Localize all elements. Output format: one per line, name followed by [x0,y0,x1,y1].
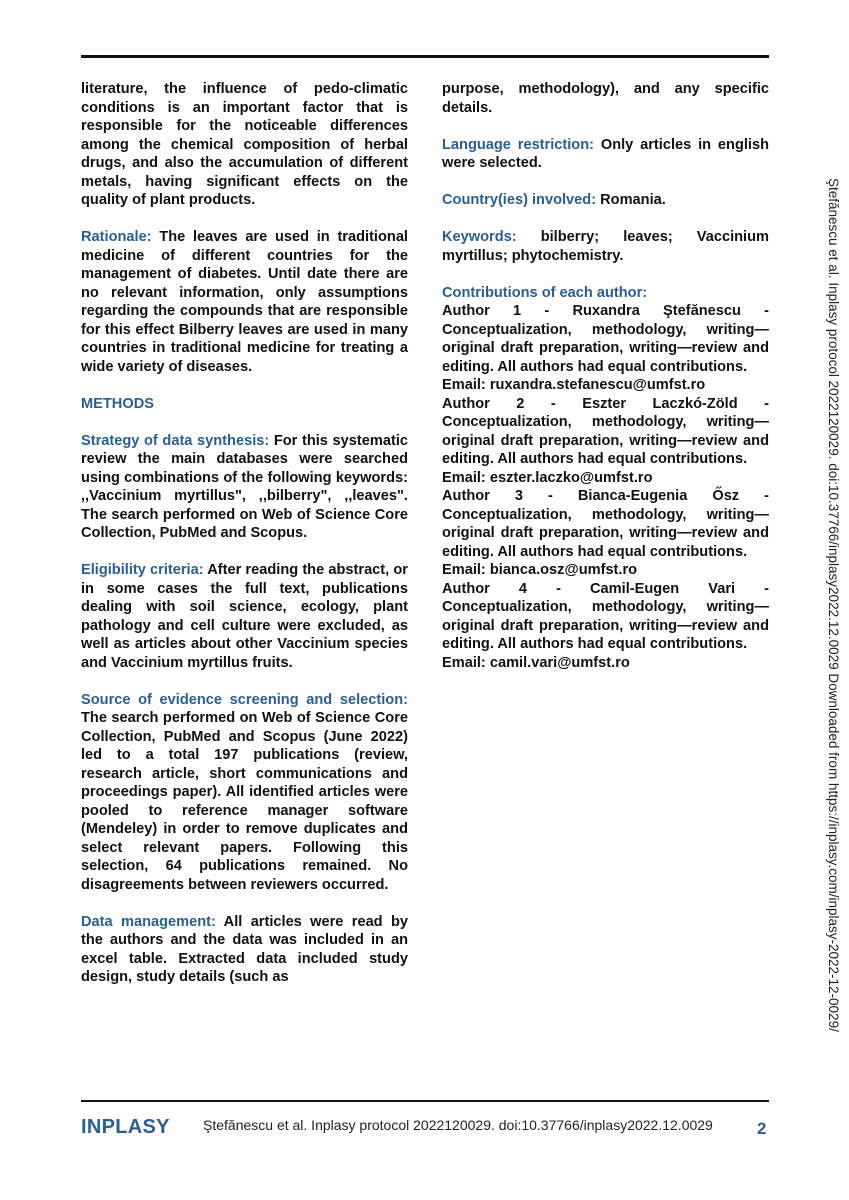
author-4-text: Author 4 - Camil-Eugen Vari - Conceptualization, methodology, writing—original draft preparation, writing—review and editing. All authors had equal contributions. [442,580,769,652]
data-management-label: Data management: [81,913,216,930]
download-side-note: Ştefănescu et al. Inplasy protocol 2022120029. doi:10.37766/inplasy2022.12.0029 Downloaded from https://inplasy.com/inplasy-2022-12-0029/ [826,178,841,1032]
source-label: Source of evidence screening and selection: [81,691,408,708]
strategy-label: Strategy of data synthesis: [81,432,270,449]
country-label: Country(ies) involved: [442,192,597,208]
author-2-text: Author 2 - Eszter Laczkó-Zöld - Conceptualization, methodology, writing—original draft preparation, writing—review and editing. All authors had equal contributions. [442,395,769,467]
page-number: 2 [757,1119,767,1138]
footer-citation: Ştefănescu et al. Inplasy protocol 2022120029. doi:10.37766/inplasy2022.12.0029 [203,1117,713,1133]
eligibility-paragraph [81,561,408,672]
footer-brand-logo: INPLASY [81,1116,170,1138]
author-4-email: Email: camil.vari@umfst.ro [442,654,630,671]
author-3-email: Email: bianca.osz@umfst.ro [442,562,638,578]
language-text: Only articles in english were selected. [442,136,769,171]
data-management-text: All articles were read by the authors and the data was included in an excel table. Extracted data included study design, study details (such as [81,913,408,985]
footer-rule [81,1100,769,1102]
continuation-paragraph: purpose, methodology), and any specific details. [442,81,769,116]
country-text: Romania. [596,192,666,208]
right-column [442,80,769,672]
data-management-paragraph [81,913,408,987]
language-label: Language restriction: [442,136,594,153]
intro-paragraph: literature, the influence of pedo-climatic conditions is an important factor that is responsible for the noticeable differences among the chemical composition of herbal drugs, and also the accumulation of different metals, having significant effects on the quality of plant products. [81,81,408,208]
author-2-email: Email: eszter.laczko@umfst.ro [442,469,653,486]
language-paragraph [442,136,769,173]
keywords-text: bilberry; leaves; Vaccinium myrtillus; phytochemistry. [442,229,769,264]
author-1-email: Email: ruxandra.stefanescu@umfst.ro [442,377,706,393]
source-text: The search performed on Web of Science Core Collection, PubMed and Scopus (June 2022) led to a total 197 publications (review, research article, short communications and proceedings paper). All identified articles were pooled to reference manager software (Mendeley) in order to remove duplicates and select relevant papers. Following this selection, 64 publications remained. No disagreements between reviewers occurred. [81,710,408,893]
eligibility-text: After reading the abstract, or in some cases the full text, publications dealing with soil science, ecology, plant pathology and cell culture were excluded, as well as articles about other Vaccinium species and Vaccinium myrtillus fruits. [81,562,408,671]
source-paragraph [81,691,408,895]
strategy-text: For this systematic review the main databases were searched using combinations of the following keywords: ,,Vaccinium myrtillus", ,,bilberry", ,,leaves". The search performed on Web of Science Core Collection, PubMed and Scopus. [81,432,408,541]
header-rule [81,55,769,58]
rationale-label: Rationale: [81,229,152,245]
eligibility-label: Eligibility criteria: [81,562,204,578]
contributions-heading: Contributions of each author: [442,284,648,301]
rationale-text: The leaves are used in traditional medicine of different countries for the management of diabetes. Until date there are no relevant information, only assumptions regarding the compounds that are responsible for this effect Bilberry leaves are used in many countries in traditional medicine for treating a wide variety of diseases. [81,229,408,375]
rationale-paragraph [81,228,408,376]
left-column [81,80,408,1005]
author-3-text: Author 3 - Bianca-Eugenia Ősz - Conceptualization, methodology, writing—original draft preparation, writing—review and editing. All authors had equal contributions. [442,488,769,560]
strategy-paragraph [81,432,408,543]
keywords-paragraph [442,228,769,265]
keywords-label: Keywords: [442,229,517,245]
author-1-text: Author 1 - Ruxandra Ştefănescu - Conceptualization, methodology, writing—original draft preparation, writing—review and editing. All authors had equal contributions. [442,303,769,375]
methods-heading: METHODS [81,395,154,412]
country-paragraph [442,191,769,210]
